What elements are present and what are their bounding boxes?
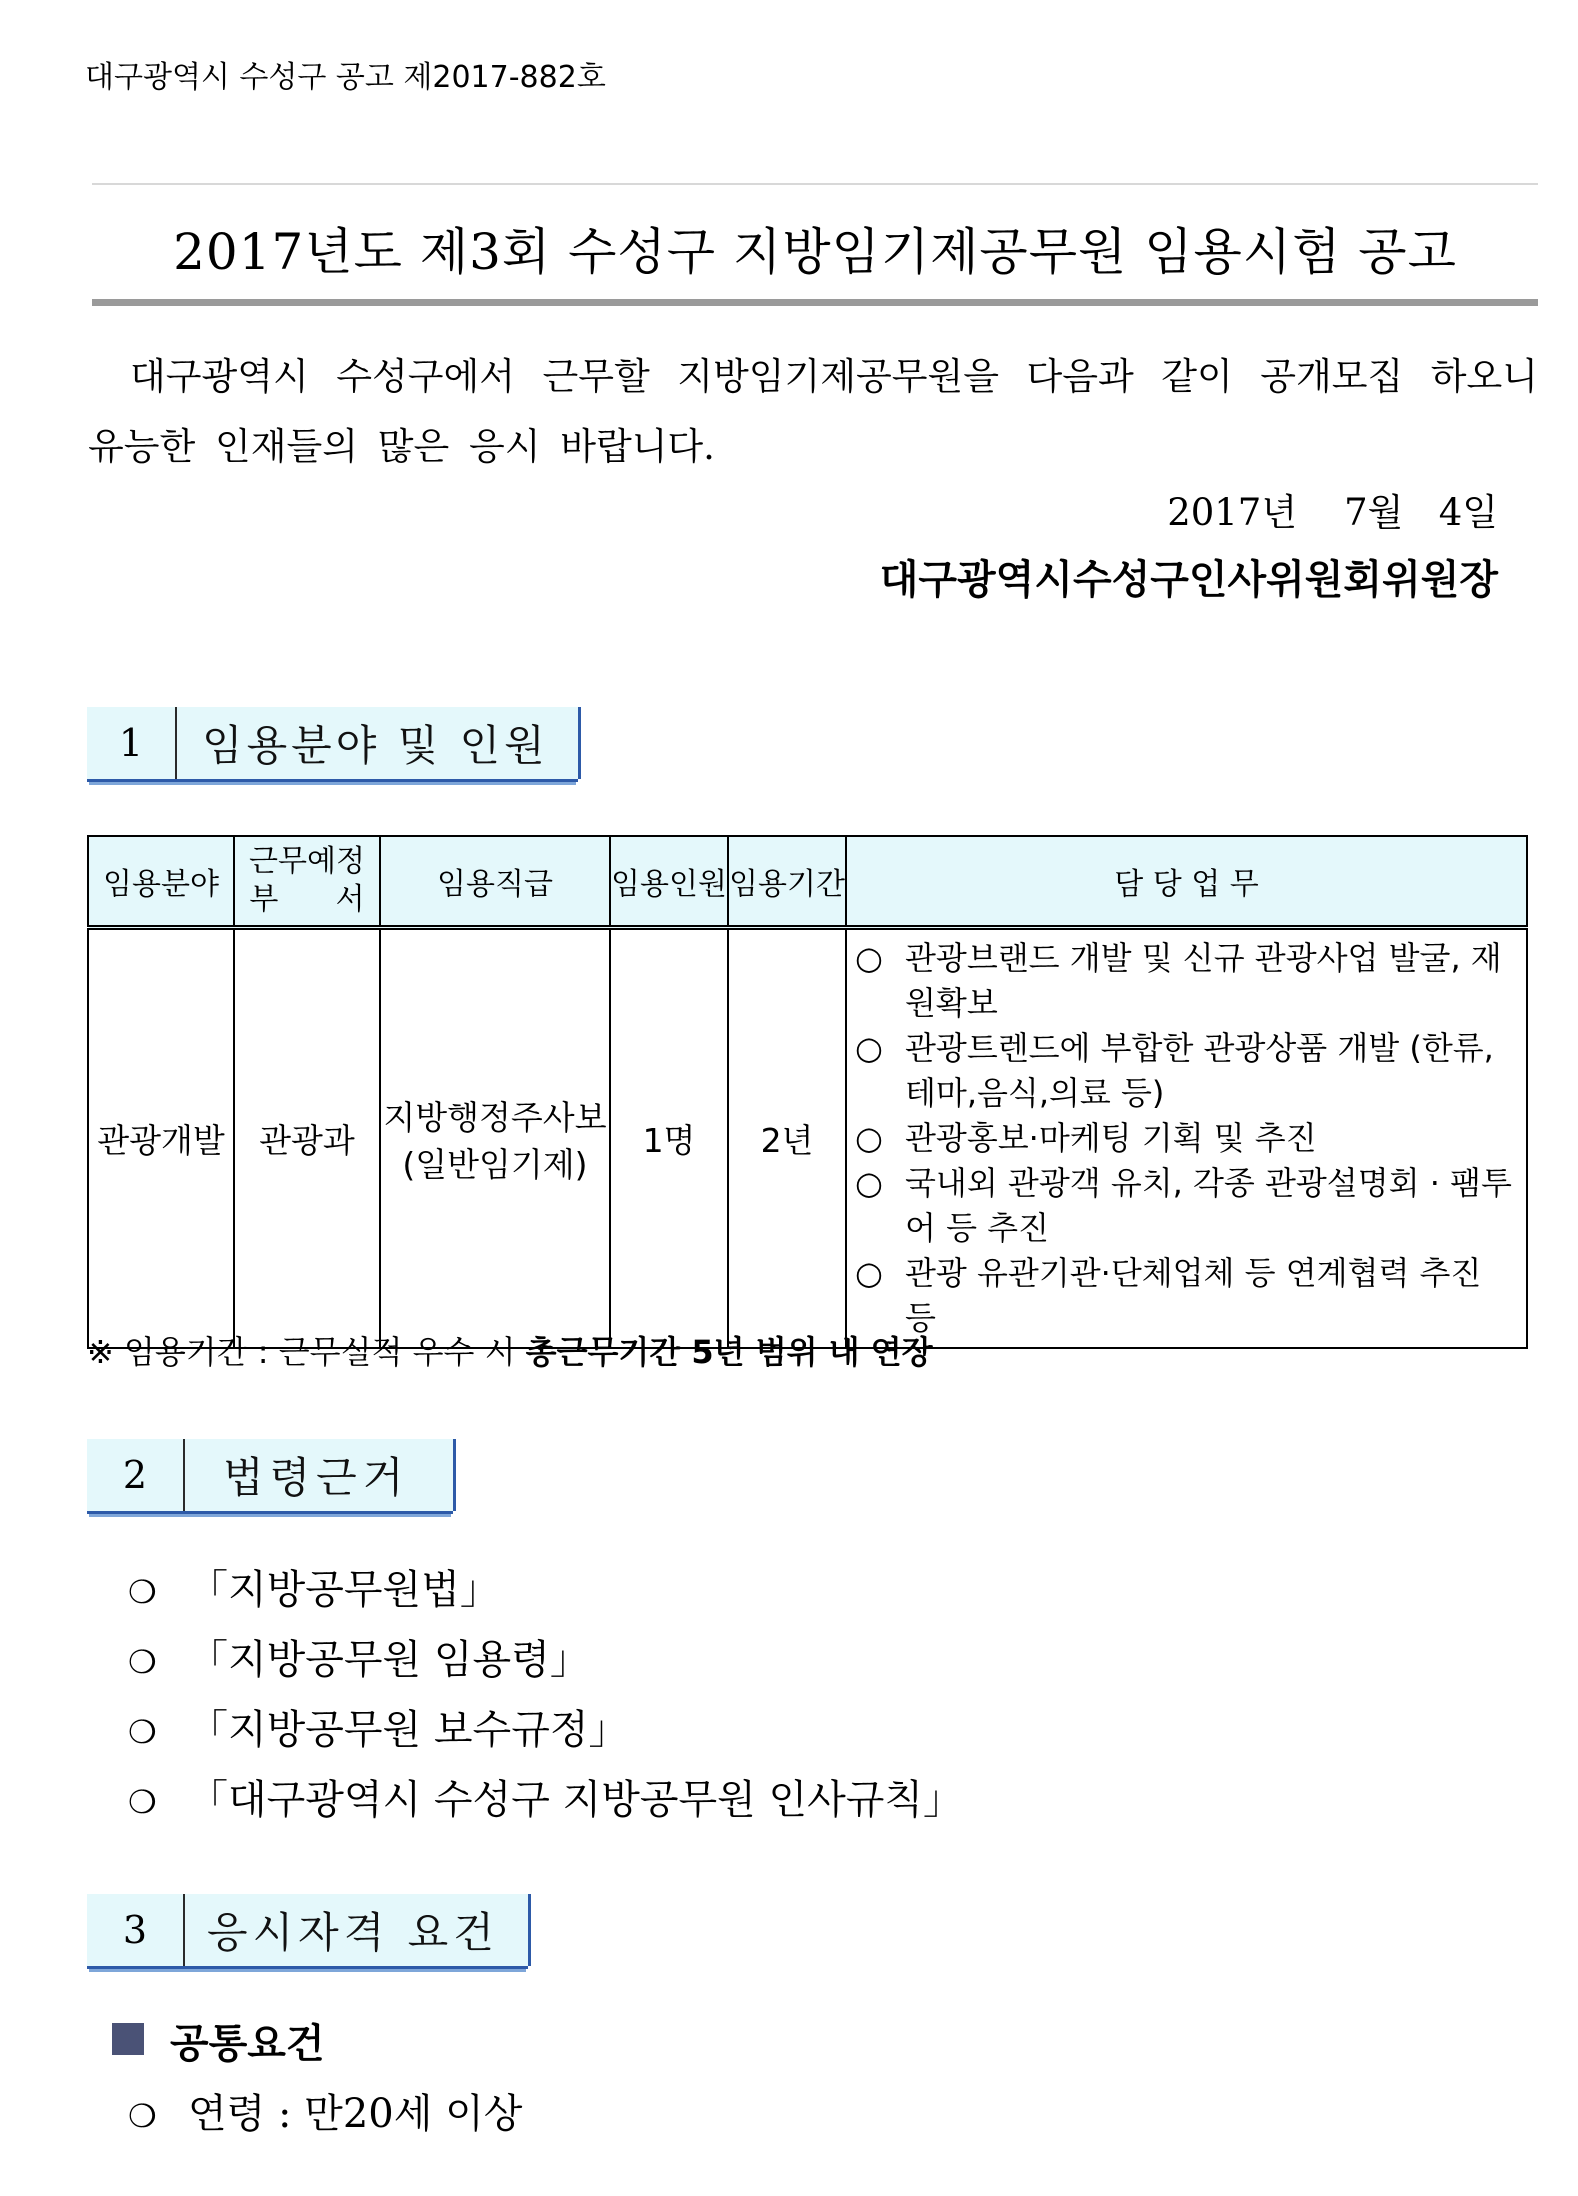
cell-period: 2년: [728, 928, 846, 1349]
notice-number: 대구광역시 수성구 공고 제2017-882호: [85, 60, 606, 95]
notice-date: 2017년 7월 4일: [1167, 491, 1498, 534]
header-rank: 임용직급: [380, 836, 610, 928]
law-item: ❍ 「지방공무원 임용령」: [128, 1637, 590, 1683]
title-top-rule: [92, 183, 1538, 185]
section-label: 법령근거: [223, 1453, 410, 1502]
intro-paragraph: [88, 342, 1538, 482]
bullet-icon: ❍: [128, 1573, 157, 1611]
bullet-icon: ❍: [128, 1783, 157, 1821]
circle-bullet-icon: ○: [855, 1254, 883, 1292]
table-header-row: [88, 836, 1527, 928]
section-2-header: [87, 1439, 453, 1514]
square-bullet-icon: [112, 2023, 144, 2055]
bullet-icon: ❍: [128, 2097, 157, 2135]
cell-count: 1명: [610, 928, 728, 1349]
recruitment-table: [87, 835, 1528, 1349]
duty-item: ○ 관광트렌드에 부합한 관광상품 개발 (한류,테마,음식,의료 등): [855, 1026, 1518, 1116]
law-item: ❍ 「대구광역시 수성구 지방공무원 인사규칙」: [128, 1777, 964, 1823]
duty-item: ○ 관광홍보·마케팅 기획 및 추진: [855, 1116, 1518, 1161]
law-item: ❍ 「지방공무원 보수규정」: [128, 1707, 629, 1753]
common-requirements-heading: 공통요건: [170, 2020, 325, 2067]
cell-rank-line1: 지방행정주사보: [383, 1097, 607, 1137]
duty-item: ○ 국내외 관광객 유치, 각종 관광설명회 · 팸투어 등 추진: [855, 1161, 1518, 1251]
period-note: [87, 1327, 933, 1373]
note-prefix: ※ 임용기간 : 근무실적 우수 시: [87, 1333, 526, 1371]
circle-bullet-icon: ○: [855, 1119, 883, 1157]
cell-rank-line2: (일반임기제): [402, 1144, 588, 1184]
circle-bullet-icon: ○: [855, 1164, 883, 1202]
header-period: 임용기간: [728, 836, 846, 928]
section-number: 3: [87, 1894, 185, 1966]
cell-rank: [380, 928, 610, 1349]
section-label: 응시자격 요건: [207, 1908, 499, 1957]
circle-bullet-icon: ○: [855, 939, 883, 977]
section-label: 임용분야 및 인원: [202, 721, 549, 770]
section-number: 1: [87, 707, 177, 779]
header-field: 임용분야: [88, 836, 234, 928]
header-duties: 담 당 업 무: [846, 836, 1527, 928]
bullet-icon: ❍: [128, 1643, 157, 1681]
duty-item: ○ 관광브랜드 개발 및 신규 관광사업 발굴, 재원확보: [855, 936, 1518, 1026]
header-count: 임용인원: [610, 836, 728, 928]
section-3-header: [87, 1894, 528, 1969]
table-row: [88, 928, 1527, 1349]
bullet-icon: ❍: [128, 1713, 157, 1751]
circle-bullet-icon: ○: [855, 1029, 883, 1067]
cell-dept: 관광과: [234, 928, 380, 1349]
section-number: 2: [87, 1439, 185, 1511]
issuer: 대구광역시수성구인사위원회위원장: [879, 556, 1498, 603]
header-dept-line2: 부 서: [249, 882, 365, 917]
header-dept-line1: 근무예정: [249, 844, 365, 879]
cell-duties: [846, 928, 1527, 1349]
header-dept: [234, 836, 380, 928]
cell-field: 관광개발: [88, 928, 234, 1349]
age-requirement: ❍ 연령 : 만20세 이상: [128, 2091, 523, 2137]
note-bold: 총근무기간 5년 범위 내 연장: [525, 1333, 933, 1371]
duty-item: ○ 관광 유관기관·단체업체 등 연계협력 추진 등: [855, 1251, 1518, 1341]
intro-text: 대구광역시 수성구에서 근무할 지방임기제공무원을 다음과 같이 공개모집 하오니 유능한 인재들의 많은 응시 바랍니다.: [88, 355, 1538, 468]
title-bottom-rule: [92, 299, 1538, 306]
document-title: 2017년도 제3회 수성구 지방임기제공무원 임용시험 공고: [173, 223, 1457, 281]
section-1-header: [87, 707, 578, 782]
law-item: ❍ 「지방공무원법」: [128, 1567, 500, 1613]
